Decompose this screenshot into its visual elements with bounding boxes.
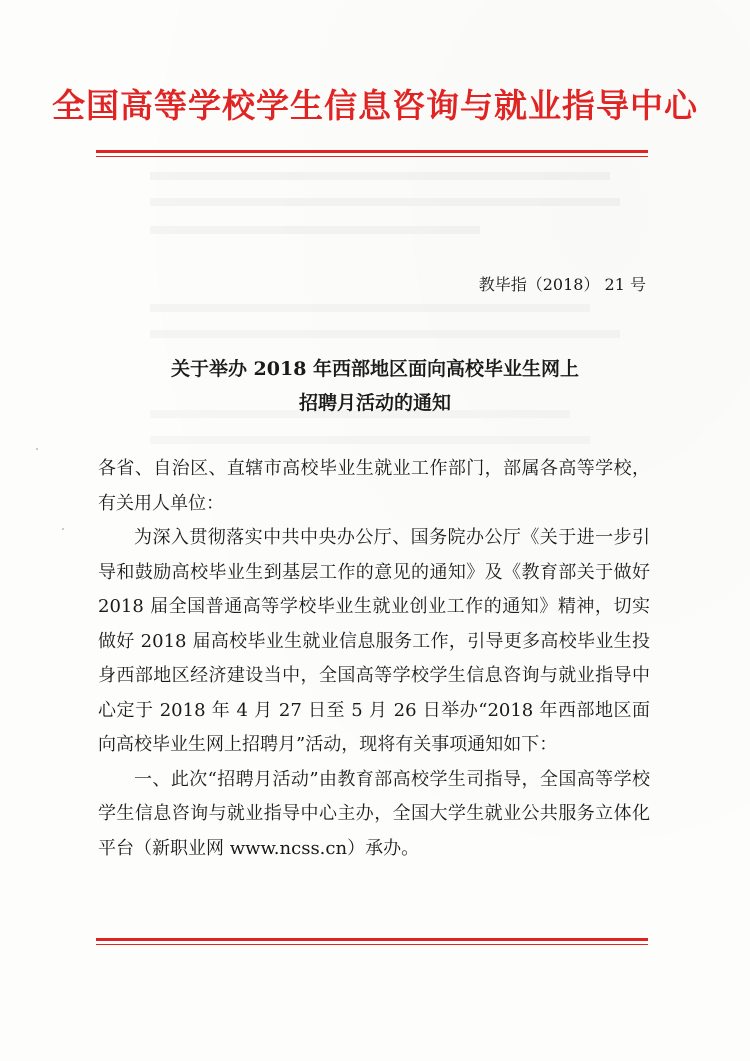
body-paragraph: 为深入贯彻落实中共中央办公厅、国务院办公厅《关于进一步引导和鼓励高校毕业生到基层工作的意见的通知》及《教育部关于做好 2018 届全国普通高等学校毕业生就业创业工作的通知》精神，切实做好 2018 届高校毕业生就业信息服务工作，引导更多高校毕业生投身西部地区经济建设当中，全国高等学校学生信息咨询与就业指导中心定于 2018 年 4 月 27 日至 5 月 26 日举办“2018 年西部地区面向高校毕业生网上招聘月”活动，现将有关事项通知如下： — [98, 527, 650, 755]
issuing-organization-title: 全国高等学校学生信息咨询与就业指导中心 — [52, 86, 698, 125]
paper-speck — [36, 448, 38, 450]
footer-red-rule-thin — [96, 944, 648, 945]
document-number: 教毕指（2018） 21 号 — [478, 275, 646, 294]
header-red-rule-thin — [96, 156, 648, 157]
document-body — [98, 452, 650, 866]
bleed-through-mark — [150, 304, 590, 312]
body-paragraph: 一、此次“招聘月活动”由教育部高校学生司指导，全国高等学校学生信息咨询与就业指导中心主办，全国大学生就业公共服务立体化平台（新职业网 www.ncss.cn）承办。 — [98, 768, 650, 859]
bleed-through-mark — [150, 330, 620, 338]
bleed-through-mark — [150, 172, 610, 180]
salutation: 各省、自治区、直辖市高校毕业生就业工作部门，部属各高等学校，有关用人单位： — [98, 458, 650, 514]
bleed-through-mark — [150, 436, 590, 444]
paper-speck — [62, 528, 64, 530]
footer-red-rule — [96, 938, 648, 941]
bleed-through-mark — [150, 198, 620, 206]
header-red-rule — [96, 150, 648, 153]
bleed-through-mark — [150, 226, 480, 234]
document-title — [0, 352, 750, 420]
document-title-line: 关于举办 2018 年西部地区面向高校毕业生网上 — [170, 358, 580, 380]
document-title-line: 招聘月活动的通知 — [298, 392, 451, 414]
